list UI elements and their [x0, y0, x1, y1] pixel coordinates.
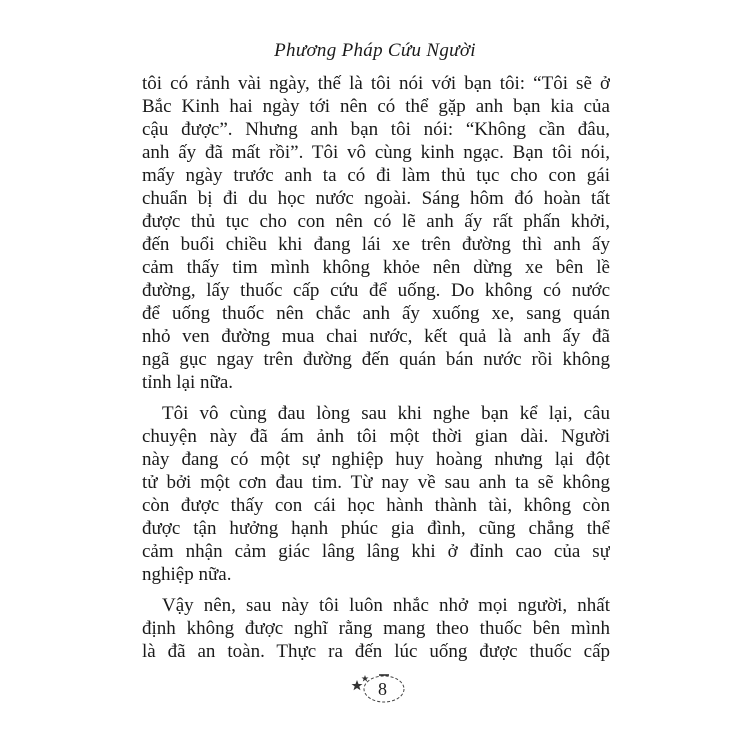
- text-line: còn được thấy con cái học hành thành tài, không còn: [142, 495, 610, 516]
- text-line: được tận hưởng hạnh phúc gia đình, cũng chẳng thể: [142, 518, 610, 539]
- text-line: cảm thấy tim mình không khỏe nên dừng xe bên lề: [142, 257, 610, 278]
- text-line: đến buổi chiều khi đang lái xe trên đường thì anh ấy: [142, 234, 610, 255]
- page-number: 8: [378, 679, 387, 699]
- text-line: Vậy nên, sau này tôi luôn nhắc nhở mọi người, nhất: [162, 595, 610, 616]
- text-line: tôi có rảnh vài ngày, thế là tôi nói với bạn tôi: “Tôi sẽ ở: [142, 73, 610, 94]
- page-number-ornament: [350, 672, 410, 706]
- text-line: ngã gục ngay trên đường đến quán bán nước rồi không: [142, 349, 610, 370]
- text-line: này đang có một sự nghiệp huy hoàng nhưng lại đột: [142, 449, 610, 470]
- running-header-title: Phương Pháp Cứu Người: [274, 40, 476, 61]
- text-line: Tôi vô cùng đau lòng sau khi nghe bạn kể lại, câu: [162, 403, 610, 424]
- text-line: mấy ngày trước anh ta có đi làm thủ tục cho con gái: [142, 165, 610, 186]
- text-line: nhỏ ven đường mua chai nước, kết quả là anh ấy đã: [142, 326, 610, 347]
- text-line: là đã an toàn. Thực ra đến lúc uống được thuốc cấp: [142, 641, 610, 662]
- text-line: tỉnh lại nữa.: [142, 372, 234, 393]
- text-line: chuẩn bị đi du học nước ngoài. Sáng hôm đó hoàn tất: [142, 188, 610, 209]
- text-line: để uống thuốc nên chắc anh ấy xuống xe, sang quán: [142, 303, 610, 324]
- text-line: định không được nghĩ rằng mang theo thuốc bên mình: [142, 618, 610, 639]
- paragraph: [142, 402, 610, 586]
- text-line: đường, lấy thuốc cấp cứu để uống. Do không có nước: [142, 280, 610, 301]
- paragraph: [142, 72, 610, 394]
- text-line: tử bởi một cơn đau tim. Từ nay về sau anh ta sẽ không: [142, 472, 610, 493]
- text-line: được thủ tục cho con nên có lẽ anh ấy rất phấn khởi,: [142, 211, 610, 232]
- text-line: chuyện này đã ám ảnh tôi một thời gian dài. Người: [142, 426, 610, 447]
- page-body-text: [142, 72, 610, 671]
- paragraph: [142, 594, 610, 663]
- text-line: cảm nhận cảm giác lâng lâng khi ở đỉnh cao của sự: [142, 541, 610, 562]
- text-line: anh ấy đã mất rồi”. Tôi vô cùng kinh ngạc. Bạn tôi nói,: [142, 142, 610, 163]
- text-line: Bắc Kinh hai ngày tới nên có thể gặp anh bạn kia của: [142, 96, 610, 117]
- text-line: nghiệp nữa.: [142, 564, 232, 585]
- text-line: cậu được”. Nhưng anh bạn tôi nói: “Không cần đâu,: [142, 119, 610, 140]
